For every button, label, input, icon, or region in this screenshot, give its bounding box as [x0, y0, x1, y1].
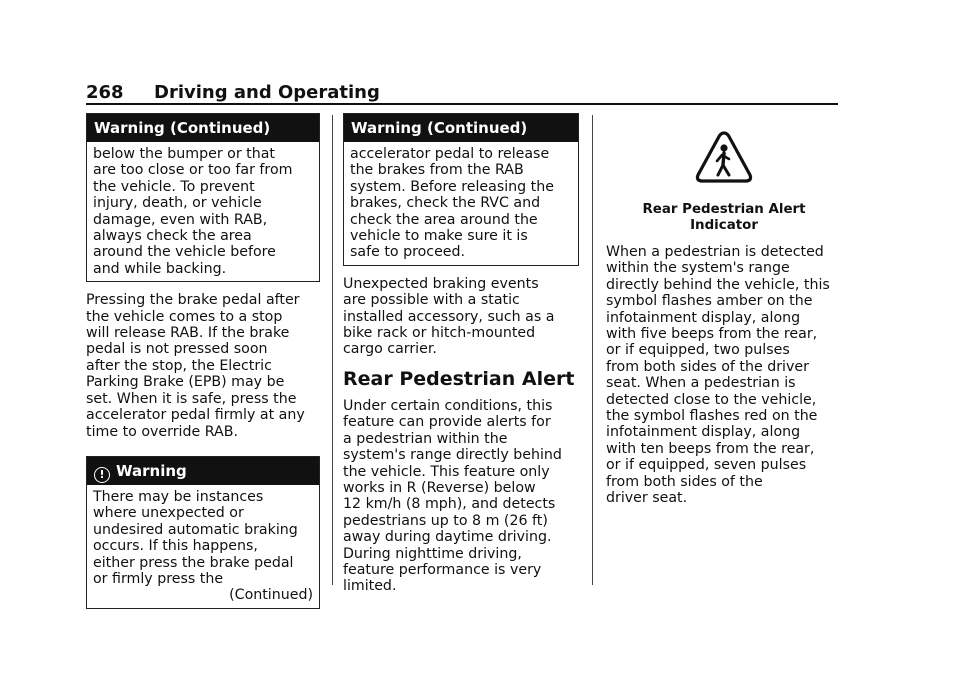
- text-line: infotainment display, along: [606, 424, 801, 441]
- text-line: will release RAB. If the brake: [86, 325, 290, 342]
- text-line: or if equipped, seven pulses: [606, 457, 807, 474]
- text-line: from both sides of the: [606, 473, 763, 490]
- text-line: occurs. If this happens,: [93, 538, 258, 555]
- text-line: or if equipped, two pulses: [606, 342, 790, 359]
- text-line: either press the brake pedal: [93, 554, 294, 571]
- unexpected-braking-paragraph: [343, 276, 579, 358]
- text-line: undesired automatic braking: [93, 521, 298, 538]
- text-line: brakes, check the RVC and: [350, 195, 541, 212]
- warning-icon: !: [94, 467, 110, 483]
- text-line: are too close or too far from: [93, 162, 293, 179]
- text-line: Unexpected braking events: [343, 275, 539, 292]
- section-heading: Rear Pedestrian Alert: [343, 367, 575, 390]
- column-3: [606, 113, 842, 517]
- continued-label: (Continued): [229, 587, 313, 604]
- column-1: [86, 113, 320, 619]
- text-line: from both sides of the driver: [606, 358, 809, 375]
- text-line: There may be instances: [93, 488, 264, 505]
- text-line: time to override RAB.: [86, 423, 238, 440]
- text-line: set. When it is safe, press the: [86, 390, 297, 407]
- warning-box-continued: [86, 113, 320, 282]
- warning-box-body: [344, 142, 578, 265]
- text-line: vehicle to make sure it is: [350, 228, 528, 245]
- indicator-figure: [606, 128, 842, 188]
- text-line: or firmly press the: [93, 570, 224, 587]
- text-line: where unexpected or: [93, 505, 244, 522]
- text-line: works in R (Reverse) below: [343, 479, 536, 496]
- text-line: Pressing the brake pedal after: [86, 292, 300, 309]
- column-divider-1: [332, 115, 333, 585]
- text-line: directly behind the vehicle, this: [606, 276, 830, 293]
- caption-line: Indicator: [690, 218, 758, 233]
- warning-box-body: [87, 485, 319, 608]
- text-line: damage, even with RAB,: [93, 211, 268, 228]
- text-line: accelerator pedal to release: [350, 146, 550, 162]
- text-line: with five beeps from the rear,: [606, 326, 818, 343]
- text-line: pedal is not pressed soon: [86, 341, 268, 358]
- text-line: driver seat.: [606, 490, 688, 507]
- text-line: away during daytime driving.: [343, 529, 552, 546]
- text-line: seat. When a pedestrian is: [606, 375, 796, 392]
- text-line: accelerator pedal firmly at any: [86, 407, 305, 424]
- warning-box-continued: [343, 113, 579, 266]
- text-line: the vehicle. This feature only: [343, 463, 550, 480]
- text-line: system's range directly behind: [343, 447, 562, 464]
- rear-pedestrian-alert-paragraph: [343, 398, 579, 595]
- text-line: installed accessory, such as a: [343, 308, 555, 325]
- text-line: below the bumper or that: [93, 146, 275, 162]
- text-line: symbol flashes amber on the: [606, 293, 813, 310]
- text-line: detected close to the vehicle,: [606, 391, 817, 408]
- text-line: the symbol flashes red on the: [606, 408, 818, 425]
- text-line: Parking Brake (EPB) may be: [86, 374, 285, 391]
- text-line: check the area around the: [350, 211, 538, 228]
- text-line: within the system's range: [606, 260, 790, 277]
- text-line: always check the area: [93, 228, 252, 245]
- section-title: Driving and Operating: [154, 82, 380, 103]
- indicator-description-paragraph: [606, 244, 842, 507]
- text-line: injury, death, or vehicle: [93, 195, 262, 212]
- page-number: 268: [86, 82, 124, 103]
- figure-caption: [606, 202, 842, 234]
- caption-line: Rear Pedestrian Alert: [642, 202, 806, 217]
- text-line: system. Before releasing the: [350, 178, 554, 195]
- text-line: around the vehicle before: [93, 244, 276, 261]
- warning-box-title: Warning (Continued): [344, 114, 578, 142]
- text-line: pedestrians up to 8 m (26 ft): [343, 512, 548, 529]
- text-line: a pedestrian within the: [343, 430, 508, 447]
- warning-box-title: Warning (Continued): [87, 114, 319, 142]
- warning-box-body: [87, 142, 319, 281]
- text-line: limited.: [343, 578, 397, 595]
- text-line: feature performance is very: [343, 561, 542, 578]
- text-line: are possible with a static: [343, 292, 520, 309]
- text-line: bike rack or hitch-mounted: [343, 325, 536, 342]
- text-line: the vehicle comes to a stop: [86, 308, 283, 325]
- text-line: after the stop, the Electric: [86, 357, 272, 374]
- column-divider-2: [592, 115, 593, 585]
- warning-box-header: [87, 457, 319, 485]
- text-line: with ten beeps from the rear,: [606, 440, 815, 457]
- warning-box-title: Warning: [116, 461, 187, 480]
- page-header: [86, 82, 838, 104]
- pedestrian-alert-icon: [694, 128, 754, 188]
- text-line: the vehicle. To prevent: [93, 178, 255, 195]
- text-line: During nighttime driving,: [343, 545, 522, 562]
- text-line: Under certain conditions, this: [343, 397, 553, 414]
- header-rule: [86, 103, 838, 105]
- warning-box: [86, 456, 320, 609]
- text-line: 12 km/h (8 mph), and detects: [343, 496, 556, 513]
- text-line: and while backing.: [93, 260, 227, 277]
- text-line: infotainment display, along: [606, 309, 801, 326]
- text-line: feature can provide alerts for: [343, 414, 551, 431]
- text-line: When a pedestrian is detected: [606, 244, 824, 260]
- column-2: [343, 113, 579, 605]
- text-line: safe to proceed.: [350, 244, 466, 261]
- text-line: the brakes from the RAB: [350, 162, 524, 179]
- text-line: cargo carrier.: [343, 341, 437, 358]
- rab-release-paragraph: [86, 292, 320, 440]
